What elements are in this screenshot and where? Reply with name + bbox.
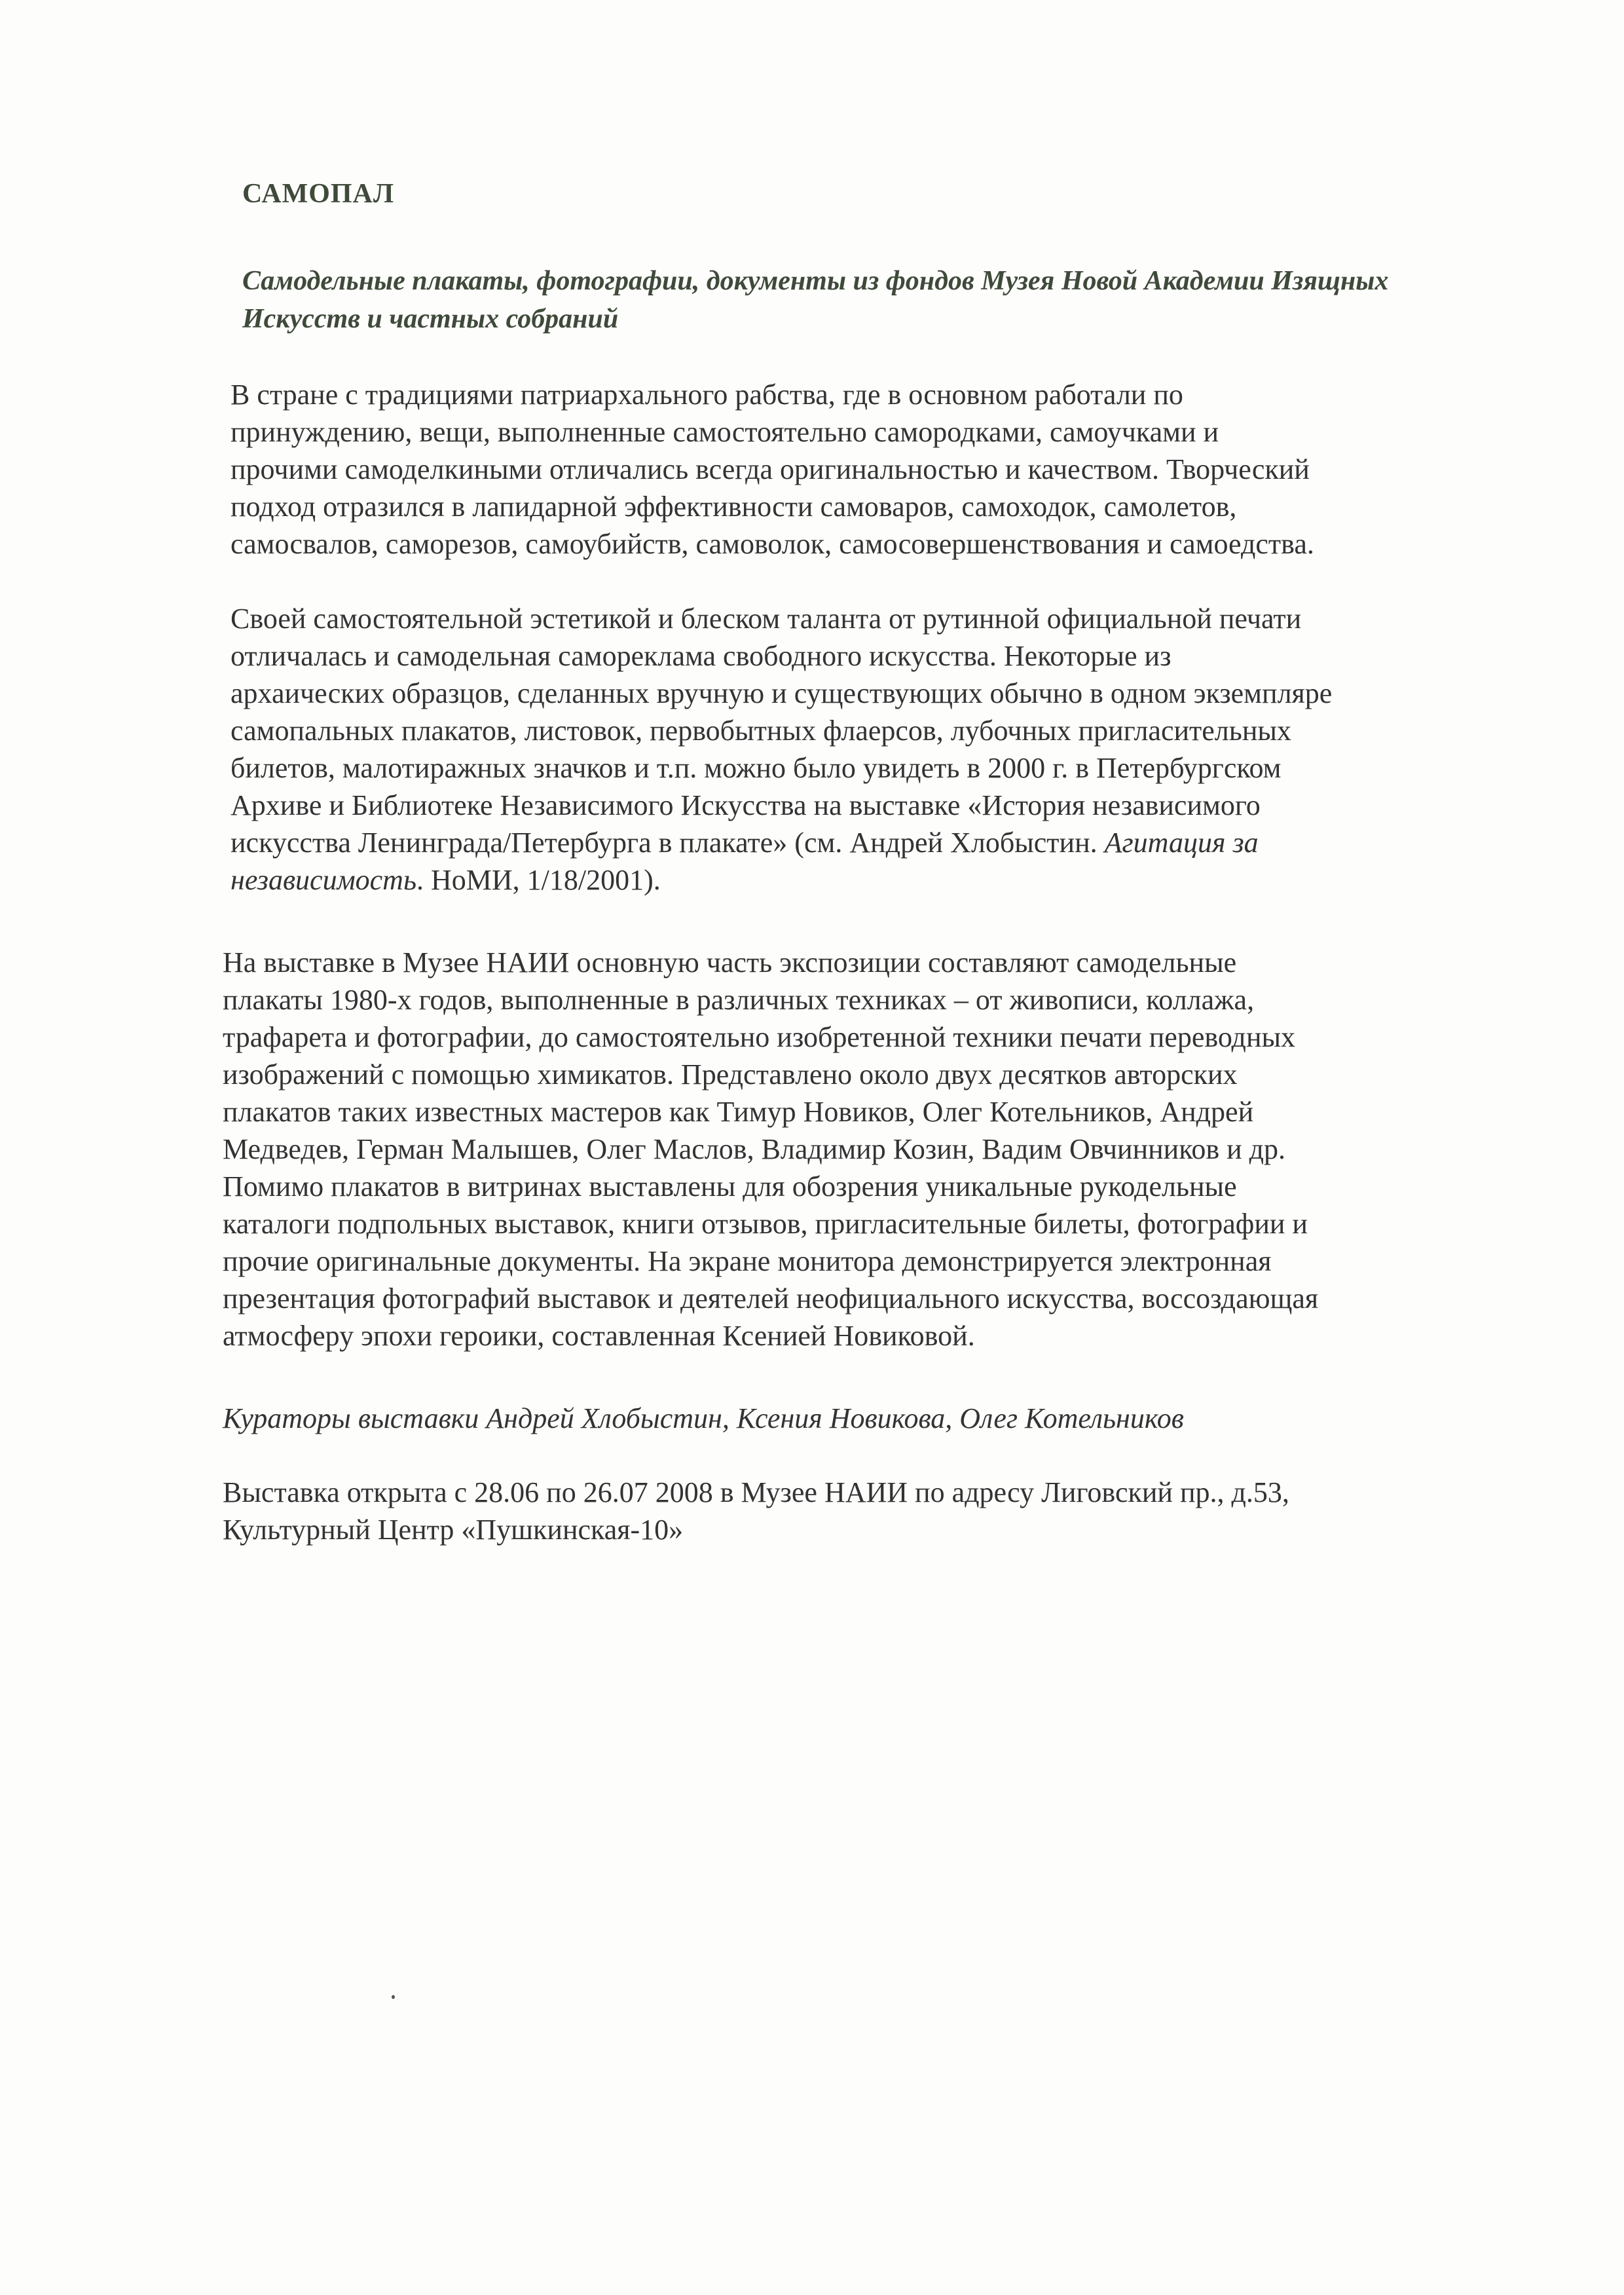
paragraph-line: атмосферу эпохи героики, составленная Ксенией Новиковой. <box>223 1320 975 1352</box>
paragraph-line: На выставке в Музее НАИИ основную часть экспозиции составляют самодельные <box>223 946 1237 979</box>
paragraph-line: трафарета и фотографии, до самостоятельно изобретенной техники печати переводных <box>223 1021 1296 1053</box>
document-title: САМОПАЛ <box>242 179 395 209</box>
paragraph-line: Своей самостоятельной эстетикой и блеском таланта от рутинной официальной печати <box>231 603 1302 635</box>
paragraph-line: презентация фотографий выставок и деятелей неофициального искусства, воссоздающая <box>223 1282 1319 1315</box>
paragraph-line: принуждению, вещи, выполненные самостоятельно самородками, самоучками и <box>231 416 1219 448</box>
paragraph-line: прочие оригинальные документы. На экране монитора демонстрируется электронная <box>223 1245 1272 1277</box>
document-subtitle: Самодельные плакаты, фотографии, документы из фондов Музея Новой Академии Изящных Искусств и частных собраний <box>242 266 1389 334</box>
paragraph-line: отличалась и самодельная самореклама свободного искусства. Некоторые из <box>231 640 1172 672</box>
citation-title-part2: независимость <box>231 864 416 896</box>
paragraph-line: каталоги подпольных выставок, книги отзывов, пригласительные билеты, фотографии и <box>223 1208 1308 1240</box>
scan-speck <box>392 1995 395 1999</box>
paragraph-line: билетов, малотиражных значков и т.п. можно было увидеть в 2000 г. в Петербургском <box>231 752 1282 784</box>
paragraph-line: самопальных плакатов, листовок, первобытных флаерсов, лубочных пригласительных <box>231 715 1291 747</box>
paragraph-line: плакаты 1980-х годов, выполненные в различных техниках – от живописи, коллажа, <box>223 984 1255 1016</box>
curators-line: Кураторы выставки Андрей Хлобыстин, Ксения Новикова, Олег Котельников <box>223 1402 1184 1434</box>
paragraph-line: Культурный Центр «Пушкинская-10» <box>223 1514 684 1546</box>
paragraph-line: изображений с помощью химикатов. Представлено около двух десятков авторских <box>223 1058 1238 1091</box>
paragraph-exhibition <box>223 944 1506 1354</box>
citation-title-part1: Агитация за <box>1104 827 1259 859</box>
paragraph-line <box>231 861 1514 899</box>
paragraph-line: самосвалов, саморезов, самоубийств, самоволок, самосовершенствования и самоедства. <box>231 528 1314 560</box>
citation-text: искусства Ленинграда/Петербурга в плакате» (см. Андрей Хлобыстин. <box>231 827 1105 859</box>
paragraph-intro <box>231 376 1514 563</box>
exhibition-dates <box>223 1474 1506 1548</box>
paragraph-line <box>231 824 1514 861</box>
paragraph-line: архаических образцов, сделанных вручную и существующих обычно в одном экземпляре <box>231 677 1333 709</box>
paragraph-line: Выставка открыта с 28.06 по 26.07 2008 в Музее НАИИ по адресу Лиговский пр., д.53, <box>223 1476 1289 1508</box>
paragraph-line: Архиве и Библиотеке Независимого Искусства на выставке «История независимого <box>231 789 1261 821</box>
paragraph-line: В стране с традициями патриархального рабства, где в основном работали по <box>231 379 1183 411</box>
paragraph-history <box>231 600 1514 899</box>
paragraph-line: прочими самоделкиными отличались всегда оригинальностью и качеством. Творческий <box>231 453 1310 485</box>
paragraph-line: Медведев, Герман Малышев, Олег Маслов, Владимир Козин, Вадим Овчинников и др. <box>223 1133 1286 1165</box>
paragraph-line: подход отразился в лапидарной эффективности самоваров, самоходок, самолетов, <box>231 491 1237 523</box>
paragraph-line: Помимо плакатов в витринах выставлены для обозрения уникальные рукодельные <box>223 1170 1237 1203</box>
citation-source: . НоМИ, 1/18/2001). <box>416 864 661 896</box>
paragraph-line: плакатов таких известных мастеров как Тимур Новиков, Олег Котельников, Андрей <box>223 1096 1254 1128</box>
